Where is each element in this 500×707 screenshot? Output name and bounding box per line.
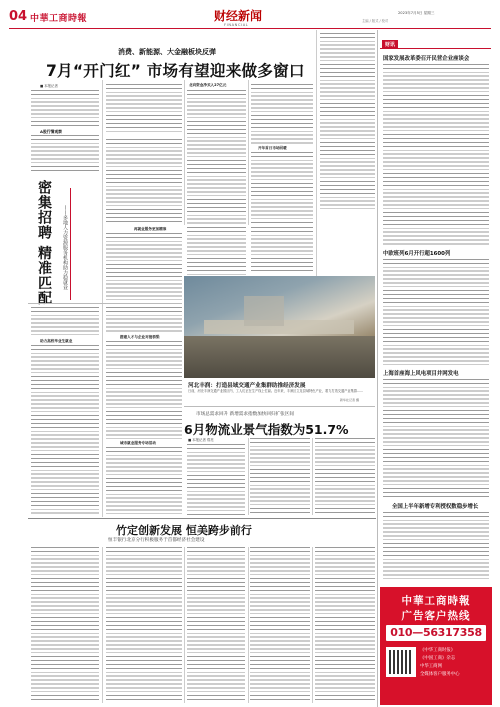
article-text <box>251 84 313 144</box>
logistics-headline: 6月物流业景气指数为51.7% <box>184 422 349 437</box>
subhead: 搭建人才与企业对接桥梁 <box>120 335 160 339</box>
article-text <box>187 547 245 703</box>
masthead <box>0 0 500 30</box>
article-text <box>106 139 182 225</box>
column-divider <box>102 80 103 305</box>
sidebar-headline: 中欧班列6月开行超1600列 <box>383 251 451 257</box>
article-text <box>251 152 313 225</box>
column-divider <box>102 547 103 703</box>
article-text <box>250 547 310 703</box>
article-text <box>31 135 99 173</box>
section-divider <box>28 518 376 519</box>
sidebar-headline: 全国上半年新增专利授权数稳步增长 <box>392 504 479 510</box>
photo <box>184 276 375 378</box>
article-text <box>320 33 375 209</box>
article-text <box>31 307 99 337</box>
column-divider <box>102 305 103 517</box>
logistics-kicker: 市场总需求回升 新增需求指数加快回归扩张区间 <box>196 412 294 417</box>
article-text <box>106 84 182 132</box>
feature-subtitle <box>58 205 68 290</box>
subhead: 北向资金净买入27亿元 <box>189 83 227 87</box>
qr-pattern <box>389 650 413 674</box>
feature-title <box>32 180 52 306</box>
article-text <box>106 307 182 333</box>
article-text <box>106 447 182 515</box>
ad-line2: 广告客户热线 <box>401 610 471 622</box>
ad-credit-4: 全媒体客户服务中心 <box>420 672 460 677</box>
sidebar-text <box>383 259 489 366</box>
column-divider <box>312 438 313 515</box>
bottom-headline: 竹定创新发展 恒美跨步前行 <box>116 524 252 537</box>
article-text <box>187 444 245 515</box>
subhead: 城市就业服务专场活动 <box>120 441 156 445</box>
column-divider <box>316 30 317 278</box>
article-text <box>106 341 182 439</box>
sidebar-headline: 国家发展改革委召开民营企业座谈会 <box>383 56 470 62</box>
bottom-subtitle: 恒丰银行北京分行积极服务于首都经济社会建设 <box>108 538 205 543</box>
article-text <box>106 233 182 301</box>
section-title: 财经新闻 <box>214 9 263 23</box>
article-text <box>187 90 246 225</box>
editor-line: 主编 / 版式 / 校对 <box>362 19 389 23</box>
article-text <box>251 227 313 273</box>
article-text <box>315 547 375 703</box>
section-divider <box>184 406 375 407</box>
qr-code <box>386 647 416 677</box>
masthead-rule <box>9 28 491 29</box>
feature-rule <box>70 188 71 300</box>
column-divider <box>377 30 378 707</box>
subhead: 助力高校毕业生就业 <box>40 339 73 343</box>
ad-block <box>380 587 492 705</box>
date-line: 2023年7月5日 星期三 <box>398 11 435 15</box>
sidebar-text <box>383 379 489 499</box>
article-text <box>31 345 99 515</box>
ad-credit-2: 《中国工商》杂志 <box>420 656 456 661</box>
article-text <box>106 547 182 703</box>
article-text <box>315 438 375 515</box>
top-headline: 7月“开门红” 市场有望迎来做多窗口 <box>46 62 305 80</box>
ad-credit-1: 《中华工商时报》 <box>420 648 456 653</box>
column-divider <box>248 547 249 703</box>
ad-credit-3: 中华工商网 <box>420 664 442 669</box>
column-divider <box>248 438 249 515</box>
column-divider <box>184 547 185 703</box>
article-text <box>31 90 99 126</box>
logistics-byline: ■ 本报记者 郑亮 <box>188 438 214 442</box>
photo-detail <box>184 336 375 378</box>
ad-phone-box <box>386 625 486 641</box>
ad-phone: 010—56317358 <box>390 626 482 639</box>
subhead: A股行情观察 <box>40 129 62 134</box>
column-divider <box>312 547 313 703</box>
photo-detail <box>244 296 284 326</box>
column-divider <box>248 80 249 225</box>
feature-title-text: 密集招聘 精准匹配 <box>36 180 52 306</box>
subhead: 再就业服务更加精准 <box>134 227 167 231</box>
sidebar-rule <box>380 48 491 49</box>
sidebar-text <box>383 512 489 582</box>
sidebar-label: 财讯 <box>382 40 398 49</box>
section-subtitle: FINANCIAL <box>224 23 249 27</box>
sidebar-text <box>383 64 489 246</box>
photo-credit: 新华社记者 摄 <box>340 398 359 402</box>
photo-title: 河北丰润：打造县域交通产业集群助推经济发展 <box>188 383 306 389</box>
column-divider <box>184 80 185 225</box>
section-divider <box>28 303 182 304</box>
sidebar-headline: 上海首座海上风电项目并网发电 <box>383 371 459 377</box>
paper-name: 中華工商時報 <box>30 14 88 24</box>
ad-line1: 中華工商時報 <box>401 595 471 607</box>
byline: ■ 本报记者 <box>40 84 58 88</box>
photo-caption: 日前，河北丰润交通产业园区内，工人们正在生产线上忙碌。近年来，丰润区立足县域特色产业，着力打造交通产业集群…… <box>188 389 364 393</box>
article-text <box>250 438 310 515</box>
article-text <box>31 547 99 703</box>
subhead: 开年首日市场回暖 <box>258 146 287 150</box>
feature-subtitle-text: ——多地人力资源服务机构助力稳就业 <box>62 205 68 290</box>
top-kicker: 消费、新能源、大金融板块反弹 <box>118 48 216 56</box>
page-number: 04 <box>9 9 28 24</box>
